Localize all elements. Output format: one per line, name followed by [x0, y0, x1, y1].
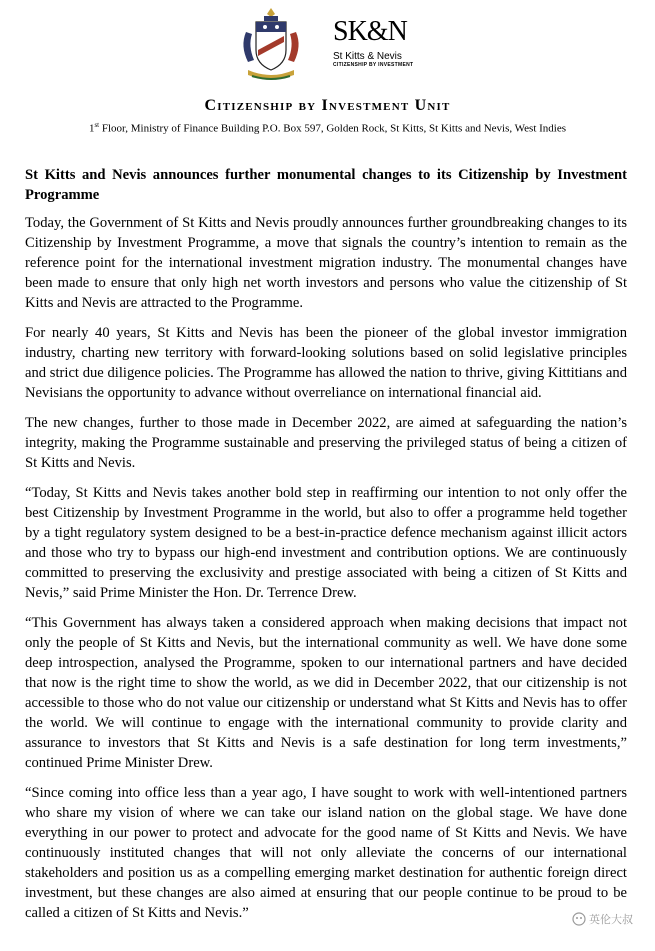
- letterhead: [0, 0, 655, 140]
- paragraph: “Since coming into office less than a year ago, I have sought to work with well-intentioned partners who share my vision of where we can take our island nation on the global stage. We have done everything in our power to protect and advocate for the good name of St Kitts and Nevis. We have continuously instituted changes that will not only alleviate the concerns of our international stakeholders and position us as a compelling emerging market destination for authentic foreign direct investment, but these changes are also aimed at ensuring that our people continue to be proud to be called a citizen of St Kitts and Nevis.”: [25, 785, 627, 921]
- paragraph: The new changes, further to those made in December 2022, are aimed at safeguarding the nation’s integrity, making the Programme sustainable and preserving the privileged status of being a citizen of St Kitts and Nevis.: [25, 415, 627, 471]
- address-line: [0, 121, 655, 135]
- brand-subtitle: CITIZENSHIP BY INVESTMENT: [333, 62, 414, 68]
- address-floor-number: 1: [88, 122, 95, 135]
- paragraph: “This Government has always taken a considered approach when making decisions that impact not only the people of St Kitts and Nevis, but the international community as well. We have done some deep introspection, analysed the Programme, spoken to our international partners and have decided that now is the right time to show the world, as we did in December 2022, that our citizenship is not accessible to those who do not value our citizenship or understand what St Kitts and Nevis has to offer the world. We will continue to engage with the international community to provide clarity and assurance to investors that St Kitts and Nevis is a safe destination for long term investments,” continued Prime Minister Drew.: [25, 615, 627, 771]
- brand-block: [333, 18, 443, 69]
- brand-name: St Kitts & Nevis: [333, 51, 402, 62]
- watermark-text: 英伦大叔: [589, 913, 633, 926]
- paragraph: “Today, St Kitts and Nevis takes another bold step in reaffirming our intention to not only offer the best Citizenship by Investment Programme in the world, but also to offer a programme held together by a tight regulatory system designed to be a best-in-practice defence mechanism against illicit actors and those who try to bypass our high-end investment and contribution options. We are continuously committed to preserving the exclusivity and prestige associated with being a citizen of St Kitts and Nevis,” said Prime Minister the Hon. Dr. Terrence Drew.: [25, 485, 627, 601]
- article-body: [25, 165, 627, 933]
- paragraph: Today, the Government of St Kitts and Nevis proudly announces further groundbreaking changes to its Citizenship by Investment Programme, a move that signals the country’s intention to remain as the reference point for the international investment migration industry. The monumental changes have been made to ensure that only high net worth investors and persons who value the citizenship of St Kitts and Nevis are attracted to the Programme.: [25, 215, 627, 311]
- unit-title: Citizenship by Investment Unit: [204, 97, 451, 114]
- brand-logo: SK&N: [333, 16, 407, 47]
- address-ordinal: st: [94, 121, 100, 129]
- article-headline: St Kitts and Nevis announces further monumental changes to its Citizenship by Investment Programme: [25, 167, 627, 203]
- wechat-icon: [572, 912, 586, 926]
- coat-of-arms-icon: [238, 6, 304, 82]
- watermark: [570, 910, 635, 928]
- paragraph: For nearly 40 years, St Kitts and Nevis has been the pioneer of the global investor immigration industry, charting new territory with forward-looking solutions based on solid legislative principles and strict due diligence policies. The Programme has allowed the nation to thrive, giving Kittitians and Nevisians the opportunity to advance without overreliance on international financial aid.: [25, 325, 627, 401]
- address-text: Floor, Ministry of Finance Building P.O. Box 597, Golden Rock, St Kitts, St Kitts and Nevis, West Indies: [99, 122, 567, 135]
